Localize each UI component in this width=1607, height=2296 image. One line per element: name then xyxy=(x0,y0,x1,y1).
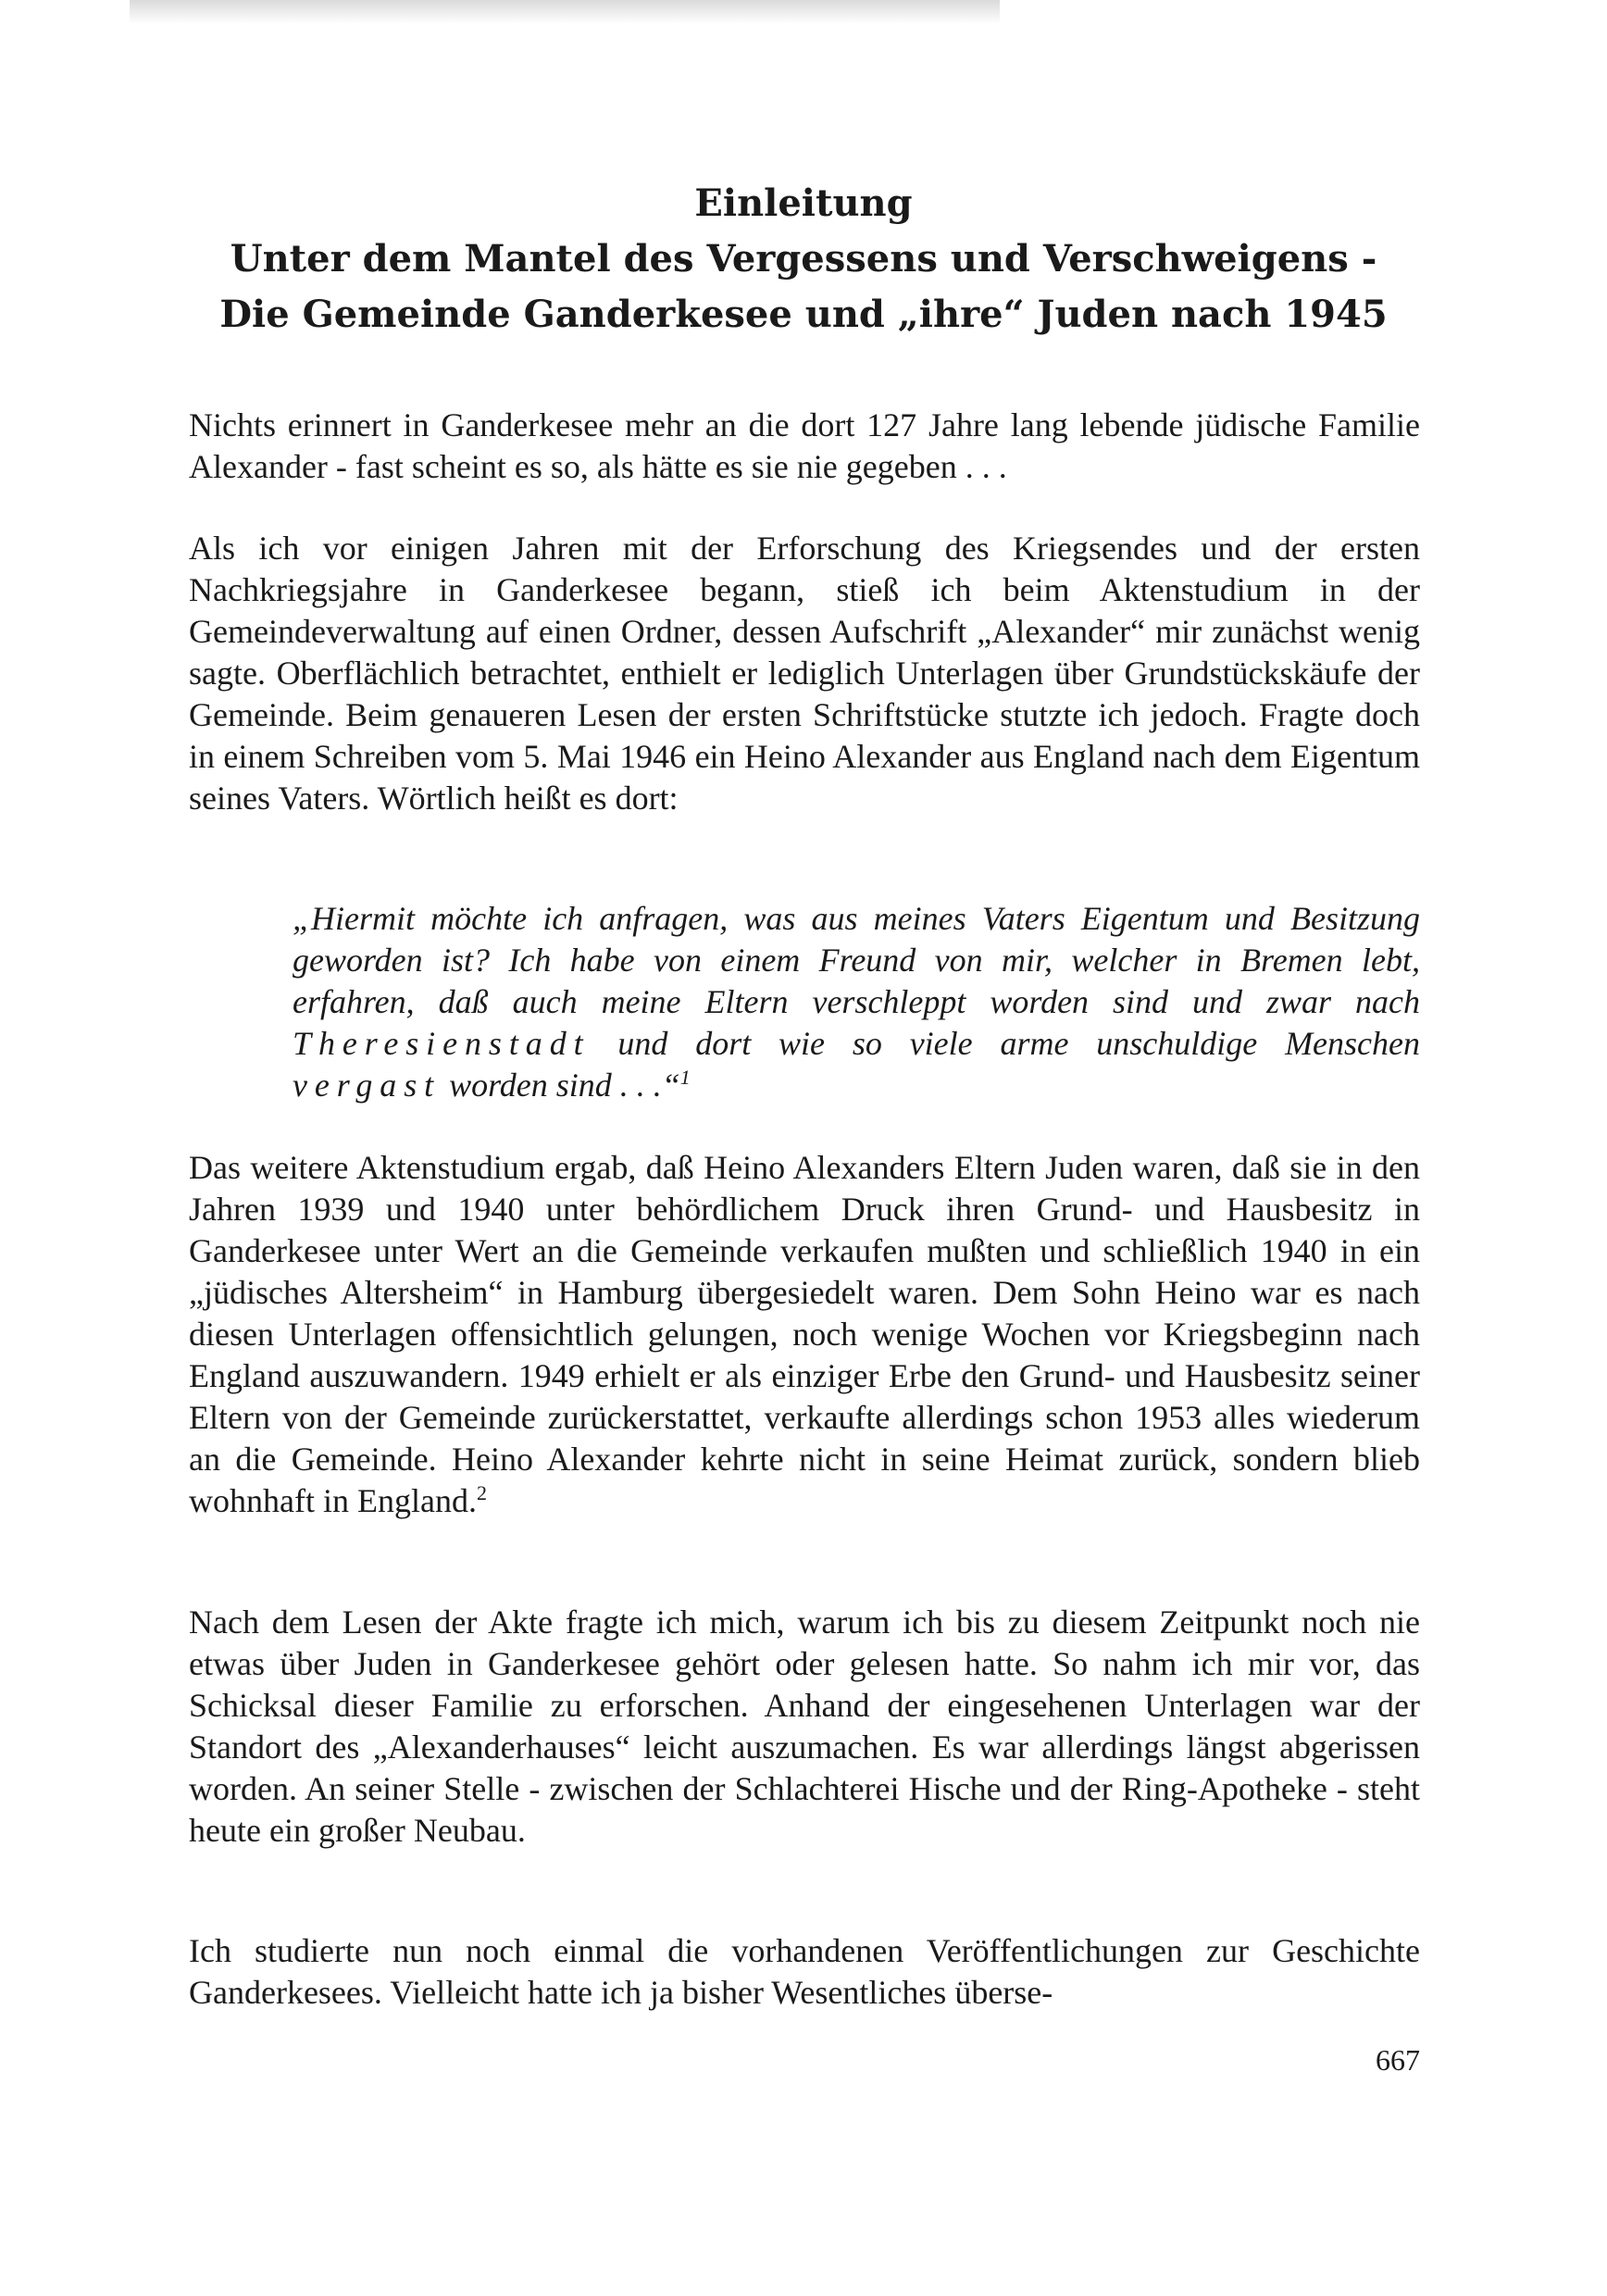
heading-line-2: Unter dem Mantel des Vergessens und Verschweigens - xyxy=(230,237,1377,281)
chapter-heading xyxy=(0,176,1607,343)
quote-text-2: und dort wie so viele arme unschuldige Menschen xyxy=(590,1025,1420,1062)
paragraph-discovery: Als ich vor einigen Jahren mit der Erforschung des Kriegsendes und der ersten Nachkriegsjahre in Ganderkesee begann, stieß ich beim Aktenstudium in der Gemeindeverwaltung auf einen Ordner, dessen Aufschrift „Alexander“ mir zunächst wenig sagte. Oberflächlich betrachtet, enthielt er lediglich Unterlagen über Grundstückskäufe der Gemeinde. Beim genaueren Lesen der ersten Schriftstücke stutzte ich jedoch. Fragte doch in einem Schreiben vom 5. Mai 1946 ein Heino Alexander aus England nach dem Eigentum seines Vaters. Wörtlich heißt es dort: xyxy=(189,530,1420,817)
scan-artifact xyxy=(130,0,1000,24)
quote-text-1: „Hiermit möchte ich anfragen, was aus meines Vaters Eigentum und Besitzung geworden ist? Ich habe von einem Freund von mir, welcher in Bremen lebt, erfahren, daß auch meine Eltern verschleppt worden sind und zwar nach xyxy=(293,900,1420,1020)
footnote-marker-2: 2 xyxy=(476,1481,487,1504)
quote-emphasis-theresienstadt: Theresienstadt xyxy=(293,1025,591,1062)
heading-line-1: Einleitung xyxy=(694,181,913,225)
paragraph-findings xyxy=(189,1147,1420,1522)
block-quote xyxy=(293,898,1420,1106)
footnote-marker-1: 1 xyxy=(679,1066,691,1089)
paragraph-findings-text: Das weitere Aktenstudium ergab, daß Heino Alexanders Eltern Juden waren, daß sie in den Jahren 1939 und 1940 unter behördlichem Druck ihren Grund- und Hausbesitz in Ganderkesee unter Wert an die Gemeinde verkaufen mußten und schließlich 1940 in ein „jüdisches Altersheim“ in Hamburg übergesiedelt waren. Dem Sohn Heino war es nach diesen Unterlagen offensichtlich gelungen, noch wenige Wochen vor Kriegsbeginn nach England auszuwandern. 1949 erhielt er als einziger Erbe den Grund- und Hausbesitz seiner Eltern von der Gemeinde zurückerstattet, verkaufte allerdings schon 1953 alles wiederum an die Gemeinde. Heino Alexander kehrte nicht in seine Heimat zurück, sondern blieb wohnhaft in England. xyxy=(189,1149,1420,1519)
page-number: 667 xyxy=(1376,2043,1420,2077)
quote-emphasis-vergast: vergast xyxy=(293,1067,442,1104)
paragraph-publications: Ich studierte nun noch einmal die vorhandenen Veröffentlichungen zur Geschichte Ganderkesees. Vielleicht hatte ich ja bisher Wesentliches überse- xyxy=(189,1932,1420,2011)
paragraph-intro: Nichts erinnert in Ganderkesee mehr an die dort 127 Jahre lang lebende jüdische Familie Alexander - fast scheint es so, als hätte es sie nie gegeben . . . xyxy=(189,406,1420,485)
quote-text-3: worden sind . . .“ xyxy=(441,1067,680,1104)
heading-line-3: Die Gemeinde Ganderkesee und „ihre“ Juden nach 1945 xyxy=(219,293,1388,336)
paragraph-research: Nach dem Lesen der Akte fragte ich mich, warum ich bis zu diesem Zeitpunkt noch nie etwas über Juden in Ganderkesee gehört oder gelesen hatte. So nahm ich mir vor, das Schicksal dieser Familie zu erforschen. Anhand der eingesehenen Unterlagen war der Standort des „Alexanderhauses“ leicht auszumachen. Es war allerdings längst abgerissen worden. An seiner Stelle - zwischen der Schlachterei Hische und der Ring-Apotheke - steht heute ein großer Neubau. xyxy=(189,1603,1420,1849)
